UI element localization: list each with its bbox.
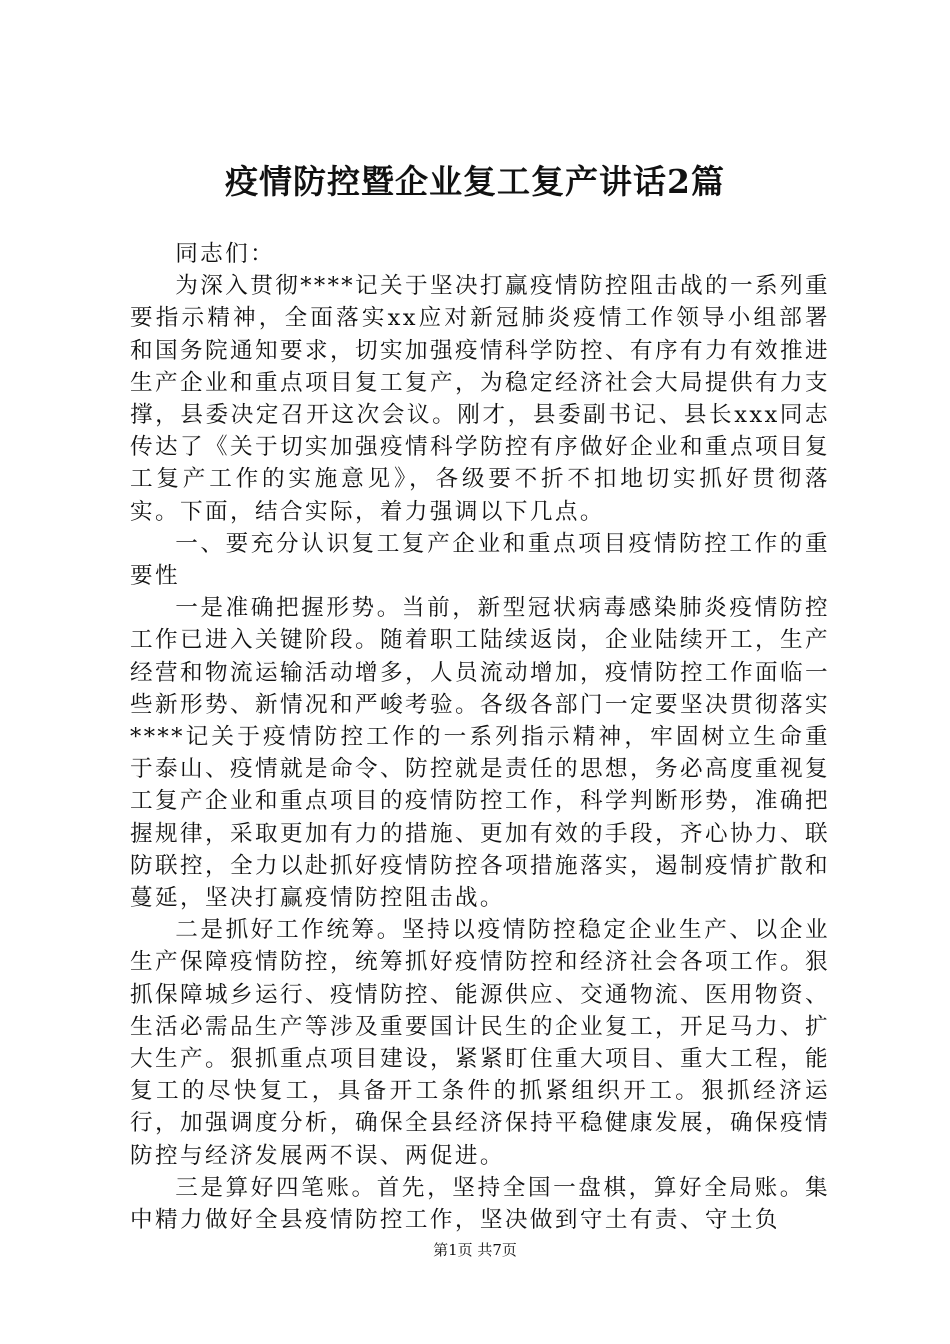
point-2-paragraph: 二是抓好工作统筹。坚持以疫情防控稳定企业生产、以企业生产保障疫情防控，统筹抓好疫情防控和经济社会各项工作。狠抓保障城乡运行、疫情防控、能源供应、交通物流、医用物资、生活必需品生产等涉及重要国计民生的企业复工，开足马力、扩大生产。狠抓重点项目建设，紧紧盯住重大项目、重大工程，能复工的尽快复工，具备开工条件的抓紧组织开工。狠抓经济运行，加强调度分析，确保全县经济保持平稳健康发展，确保疫情防控与经济发展两不误、两促进。 (130, 917, 830, 1169)
salutation-paragraph: 同志们： (175, 241, 276, 267)
intro-paragraph: 为深入贯彻****记关于坚决打赢疫情防控阻击战的一系列重要指示精神，全面落实xx应对新冠肺炎疫情工作领导小组部署和国务院通知要求，切实加强疫情科学防控、有序有力有效推进生产企业和重点项目复工复产，为稳定经济社会大局提供有力支撑，县委决定召开这次会议。刚才，县委副书记、县长xxx同志传达了《关于切实加强疫情科学防控有序做好企业和重点项目复工复产工作的实施意见》，各级要不折不扣地切实抓好贯彻落实。下面，结合实际，着力强调以下几点。 (130, 273, 830, 525)
section-heading-1: 一、要充分认识复工复产企业和重点项目疫情防控工作的重要性 (130, 530, 830, 590)
document-body (130, 238, 830, 1236)
point-1-paragraph: 一是准确把握形势。当前，新型冠状病毒感染肺炎疫情防控工作已进入关键阶段。随着职工陆续返岗，企业陆续开工，生产经营和物流运输活动增多，人员流动增加，疫情防控工作面临一些新形势、新情况和严峻考验。各级各部门一定要坚决贯彻落实****记关于疫情防控工作的一系列指示精神，牢固树立生命重于泰山、疫情就是命令、防控就是责任的思想，务必高度重视复工复产企业和重点项目的疫情防控工作，科学判断形势，准确把握规律，采取更加有力的措施、更加有效的手段，齐心协力、联防联控，全力以赴抓好疫情防控各项措施落实，遏制疫情扩散和蔓延，坚决打赢疫情防控阻击战。 (130, 595, 830, 912)
point-3-paragraph: 三是算好四笔账。首先，坚持全国一盘棋，算好全局账。集中精力做好全县疫情防控工作，坚决做到守土有责、守土负 (130, 1174, 830, 1234)
page-number-footer: 第1页 共7页 (433, 1241, 517, 1259)
document-title: 疫情防控暨企业复工复产讲话2篇 (225, 162, 725, 201)
